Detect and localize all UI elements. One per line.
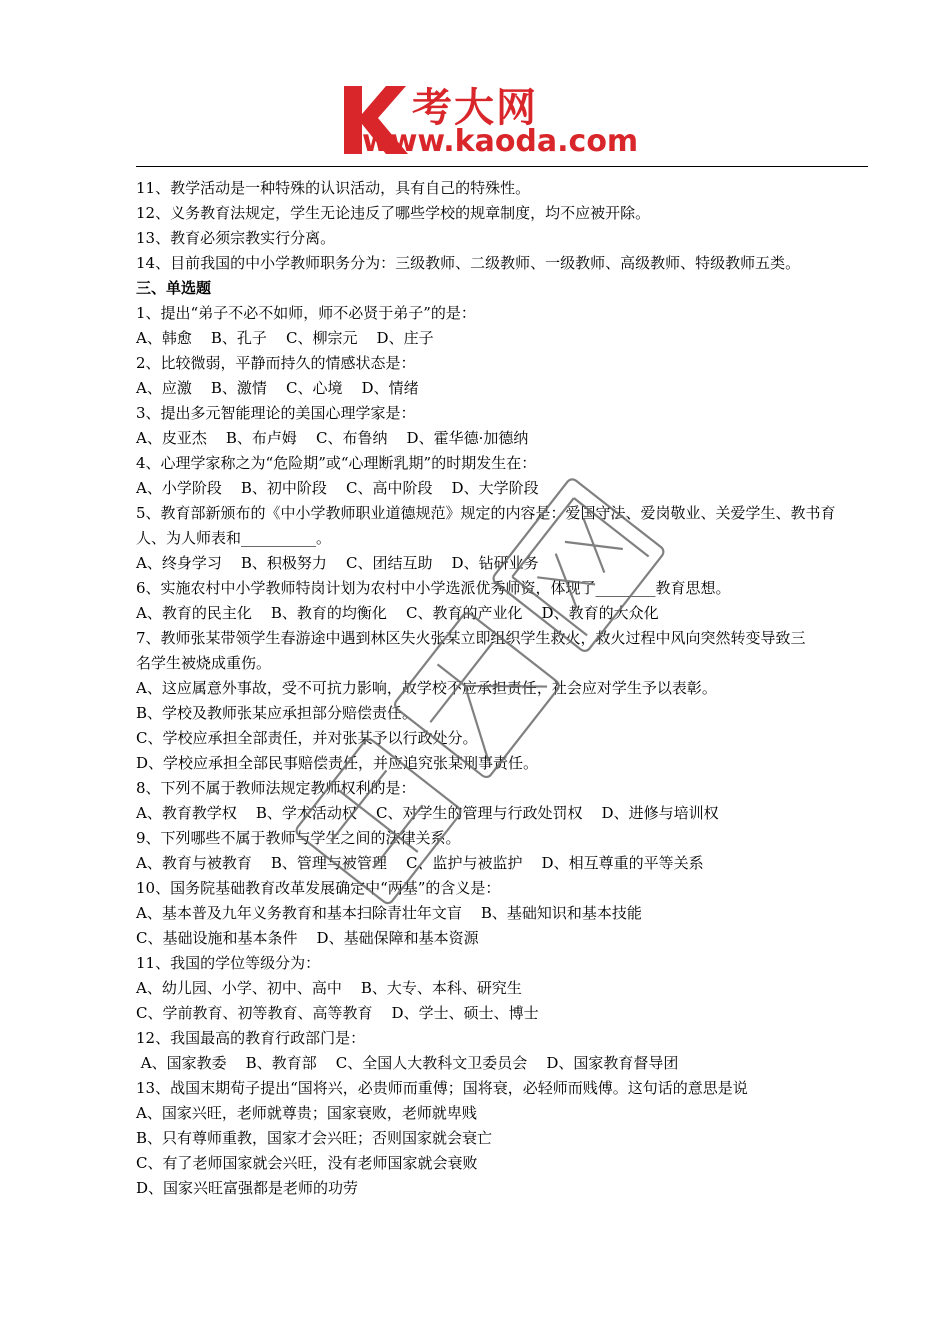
options: A、应激 B、激情 C、心境 D、情绪	[136, 379, 419, 397]
option: D、学校应承担全部民事赔偿责任，并应追究张某刑事责任。	[136, 754, 539, 772]
options: A、国家教委 B、教育部 C、全国人大教科文卫委员会 D、国家教育督导团	[136, 1054, 679, 1072]
options: A、皮亚杰 B、布卢姆 C、布鲁纳 D、霍华德·加德纳	[136, 429, 529, 447]
option: D、国家兴旺富强都是老师的功劳	[136, 1179, 359, 1197]
question: 6、实施农村中小学教师特岗计划为农村中小学选派优秀师资，体现了________教育思想。	[136, 579, 731, 597]
options: A、韩愈 B、孔子 C、柳宗元 D、庄子	[136, 329, 434, 347]
options: C、基础设施和基本条件 D、基础保障和基本资源	[136, 929, 479, 947]
question: 8、下列不属于教师法规定教师权利的是：	[136, 779, 416, 797]
question: 12、我国最高的教育行政部门是：	[136, 1029, 366, 1047]
question: 7、教师张某带领学生春游途中遇到林区失火张某立即组织学生救火，救火过程中风向突然转变导致三	[136, 629, 806, 647]
option: B、学校及教师张某应承担部分赔偿责任。	[136, 704, 418, 722]
question: 10、国务院基础教育改革发展确定中“两基”的含义是：	[136, 879, 501, 897]
question: 4、心理学家称之为“危险期”或“心理断乳期”的时期发生在：	[136, 454, 537, 472]
options: A、终身学习 B、积极努力 C、团结互助 D、钻研业务	[136, 554, 539, 572]
options: A、基本普及九年义务教育和基本扫除青壮年文盲 B、基础知识和基本技能	[136, 904, 642, 922]
option: B、只有尊师重教，国家才会兴旺；否则国家就会衰亡	[136, 1129, 493, 1147]
text-line: 14、目前我国的中小学教师职务分为：三级教师、二级教师、一级教师、高级教师、特级教师五类。	[136, 254, 801, 272]
text-line: 13、教育必须宗教实行分离。	[136, 229, 336, 247]
logo-url-text: www.kaoda.com	[362, 124, 639, 159]
question: 11、我国的学位等级分为：	[136, 954, 321, 972]
options: A、教育教学权 B、学术活动权 C、对学生的管理与行政处罚权 D、进修与培训权	[136, 804, 719, 822]
option: A、国家兴旺，老师就尊贵；国家衰败，老师就卑贱	[136, 1104, 477, 1122]
question: 1、提出“弟子不必不如师，师不必贤于弟子”的是：	[136, 304, 476, 322]
question: 5、教育部新颁布的《中小学教师职业道德规范》规定的内容是：爱国守法、爱岗敬业、关爱学生、教书育	[136, 504, 836, 522]
header-divider	[136, 166, 868, 167]
logo-brand-text: 考大网	[412, 85, 538, 131]
option: A、这应属意外事故，受不可抗力影响，故学校不应承担责任，社会应对学生予以表彰。	[136, 679, 717, 697]
options: A、教育与被教育 B、管理与被管理 C、监护与被监护 D、相互尊重的平等关系	[136, 854, 704, 872]
option: C、有了老师国家就会兴旺，没有老师国家就会衰败	[136, 1154, 478, 1172]
question: 3、提出多元智能理论的美国心理学家是：	[136, 404, 416, 422]
text-line: 11、教学活动是一种特殊的认识活动，具有自己的特殊性。	[136, 179, 531, 197]
question: 人、为人师表和__________。	[136, 529, 332, 547]
question: 13、战国末期荀子提出“国将兴，必贵师而重傅；国将衰，必轻师而贱傅。这句话的意思是说	[136, 1079, 748, 1097]
text-line: 12、义务教育法规定，学生无论违反了哪些学校的规章制度，均不应被开除。	[136, 204, 651, 222]
kaoda-logo	[340, 80, 680, 162]
options: A、教育的民主化 B、教育的均衡化 C、教育的产业化 D、教育的大众化	[136, 604, 659, 622]
options: A、幼儿园、小学、初中、高中 B、大专、本科、研究生	[136, 979, 522, 997]
question: 名学生被烧成重伤。	[136, 654, 272, 672]
question: 9、下列哪些不属于教师与学生之间的法律关系。	[136, 829, 461, 847]
options: A、小学阶段 B、初中阶段 C、高中阶段 D、大学阶段	[136, 479, 539, 497]
option: C、学校应承担全部责任，并对张某予以行政处分。	[136, 729, 478, 747]
section-heading: 三、单选题	[136, 279, 212, 297]
options: C、学前教育、初等教育、高等教育 D、学士、硕士、博士	[136, 1004, 539, 1022]
question: 2、比较微弱，平静而持久的情感状态是：	[136, 354, 416, 372]
